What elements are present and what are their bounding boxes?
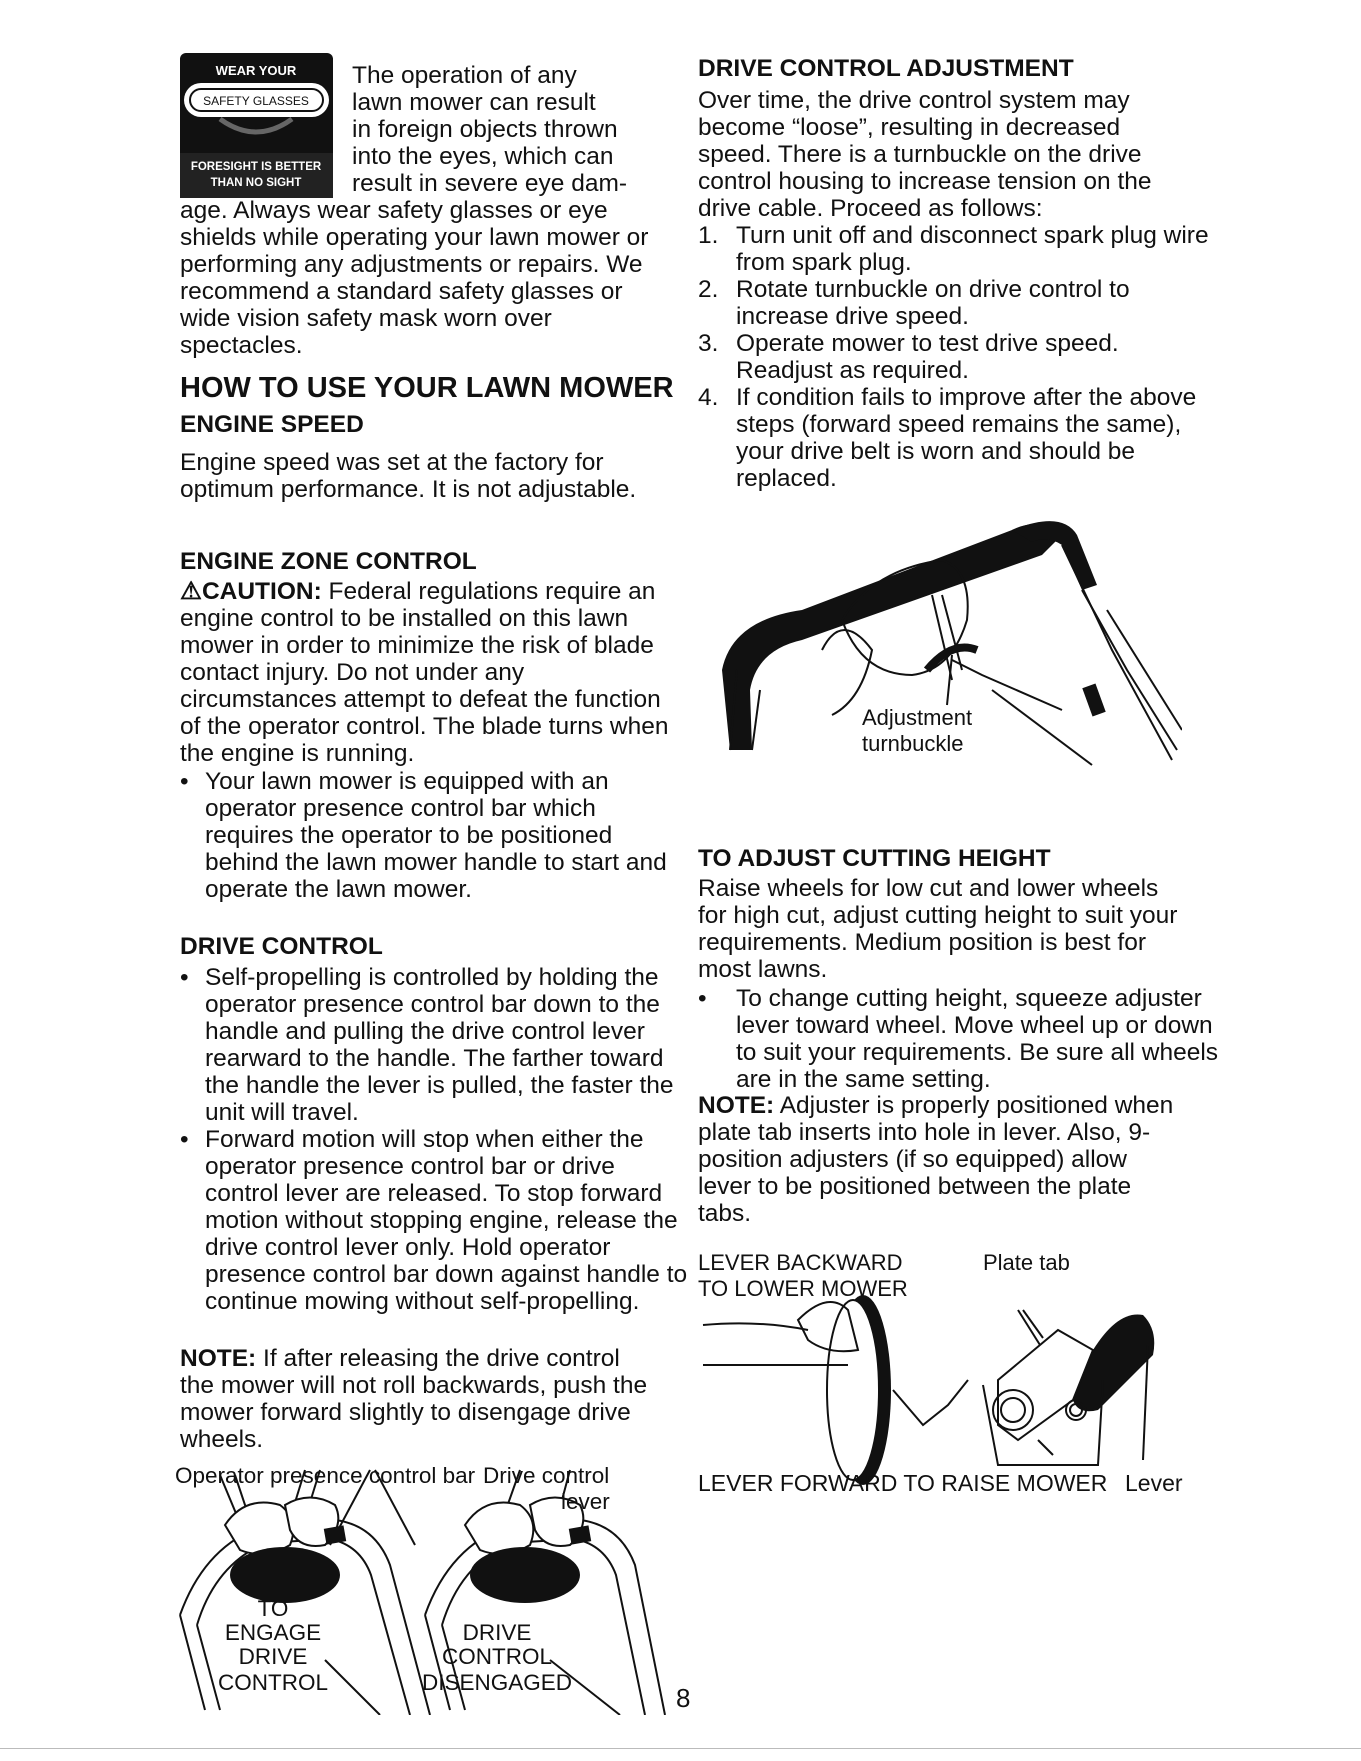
engage-label-1: TO	[257, 1596, 289, 1621]
drive-control-heading: DRIVE CONTROL	[180, 933, 383, 960]
bullet-icon: •	[698, 985, 707, 1012]
safety-glasses-icon	[180, 53, 333, 198]
engine-zone-bullets	[180, 768, 690, 903]
engine-zone-heading: ENGINE ZONE CONTROL	[180, 548, 477, 575]
list-item: • Forward motion will stop when either the operator presence control bar or drive control lever are released. To stop forward motion without stopping engine, release the drive control lever only. Hold operator presence control bar down against handle to continue mowing without self-propelling.	[180, 1126, 688, 1315]
page-number: 8	[676, 1683, 691, 1713]
caution-label: CAUTION:	[201, 578, 322, 605]
drive-adjust-text: Over time, the drive control system may become “loose”, resulting in decreased speed. There is a turnbuckle on the drive control housing to increase tension on the drive cable. Proceed as follows:	[698, 87, 1152, 222]
list-item: 1. Turn unit off and disconnect spark plug wire from spark plug.	[698, 222, 1209, 276]
badge-line1: WEAR YOUR	[215, 63, 297, 78]
drive-adjust-heading: DRIVE CONTROL ADJUSTMENT	[698, 55, 1074, 82]
disengaged-label-1: DRIVE	[462, 1620, 532, 1645]
page-bottom-divider	[0, 1748, 1361, 1749]
caution-block	[180, 578, 670, 767]
list-item: • Self-propelling is controlled by holding the operator presence control bar down to the handle and pulling the drive control lever rearward to the handle. The farther toward the handle the lever is pulled, the faster the unit will travel.	[180, 964, 674, 1126]
section-title: HOW TO USE YOUR LAWN MOWER	[180, 372, 674, 404]
bullet-icon: •	[180, 964, 189, 991]
badge-line3: FORESIGHT IS BETTER	[190, 161, 322, 173]
engage-label-3: DRIVE	[238, 1644, 308, 1669]
label-lever-forward: LEVER FORWARD TO RAISE MOWER	[698, 1470, 1108, 1496]
list-item: 3. Operate mower to test drive speed. Readjust as required.	[698, 330, 1119, 384]
note-label: NOTE:	[180, 1345, 257, 1372]
label-drive-control: Drive control	[483, 1465, 610, 1488]
intro-line: result in severe eye dam-	[352, 170, 628, 197]
label-plate-tab: Plate tab	[983, 1250, 1070, 1275]
cutting-height-heading: TO ADJUST CUTTING HEIGHT	[698, 845, 1051, 872]
label-lever-backward: LEVER BACKWARD	[698, 1250, 903, 1275]
label-control-bar: Operator presence control bar	[175, 1465, 476, 1488]
engage-label-2: ENGAGE	[224, 1620, 322, 1645]
intro-line: into the eyes, which can	[352, 143, 614, 170]
caution-icon: ⚠	[180, 578, 202, 605]
drive-adjust-steps	[698, 222, 1216, 492]
cutting-height-note	[698, 1092, 1183, 1227]
cutting-height-bullets	[698, 985, 1221, 1093]
engage-label-4: CONTROL	[217, 1670, 329, 1695]
intro-line: lawn mower can result	[352, 89, 596, 116]
list-item: 4. If condition fails to improve after the above steps (forward speed remains the same), your drive belt is worn and should be replaced.	[698, 384, 1197, 492]
engine-speed-text: Engine speed was set at the factory for optimum performance. It is not adjustable.	[180, 449, 637, 503]
engine-speed-heading: ENGINE SPEED	[180, 411, 364, 438]
height-adjuster-illustration	[698, 1250, 1188, 1500]
turnbuckle-label-2: turnbuckle	[862, 731, 964, 756]
drive-control-bullets	[180, 964, 690, 1315]
note-label: NOTE:	[698, 1092, 775, 1119]
intro-rest: age. Always wear safety glasses or eye shields while operating your lawn mower or performing any adjustments or repairs. We recommend a standard safety glasses or wide vision safety mask worn over spectacles.	[180, 197, 649, 359]
badge-line2: SAFETY GLASSES	[203, 94, 309, 108]
label-lever: lever	[561, 1489, 610, 1514]
turnbuckle-figure	[712, 500, 1182, 770]
disengaged-label-3: DISENGAGED	[421, 1670, 573, 1695]
drive-control-note	[180, 1345, 660, 1453]
cutting-height-figure	[698, 1250, 1188, 1500]
turnbuckle-illustration	[712, 500, 1182, 770]
badge-line4: THAN NO SIGHT	[210, 177, 302, 189]
list-item: 2. Rotate turnbuckle on drive control to increase drive speed.	[698, 276, 1130, 330]
caution-text: Federal regulations require an engine control to be installed on this lawn mower in order to minimize the risk of blade contact injury. Do not under any circumstances attempt to defeat the function of the operator control. The blade turns when the engine is running.	[180, 578, 669, 767]
list-item: • Your lawn mower is equipped with an operator presence control bar which requires the operator to be positioned behind the lawn mower handle to start and operate the lawn mower.	[180, 768, 667, 903]
note-text: Adjuster is properly positioned when plate tab inserts into hole in lever. Also, 9-position adjusters (if so equipped) allow lever to be positioned between the plate tabs.	[698, 1092, 1174, 1227]
label-to-lower: TO LOWER MOWER	[698, 1276, 908, 1301]
list-item: • To change cutting height, squeeze adjuster lever toward wheel. Move wheel up or down to suit your requirements. Be sure all wheels are in the same setting.	[698, 985, 1219, 1093]
intro-wrapped-text	[352, 62, 672, 197]
drive-control-figure	[175, 1465, 675, 1715]
label-lever: Lever	[1125, 1470, 1183, 1496]
bullet-icon: •	[180, 1126, 189, 1153]
intro-line: in foreign objects thrown	[352, 116, 618, 143]
bullet-icon: •	[180, 768, 189, 795]
handle-illustration	[175, 1465, 675, 1715]
intro-line: The operation of any	[352, 62, 577, 89]
note-text: If after releasing the drive control the mower will not roll backwards, push the mower forward slightly to disengage drive wheels.	[180, 1345, 648, 1453]
safety-glasses-badge	[180, 53, 333, 198]
cutting-height-text: Raise wheels for low cut and lower wheels for high cut, adjust cutting height to suit your requirements. Medium position is best for most lawns.	[698, 875, 1178, 983]
turnbuckle-label-1: Adjustment	[862, 705, 973, 730]
disengaged-label-2: CONTROL	[441, 1644, 553, 1669]
